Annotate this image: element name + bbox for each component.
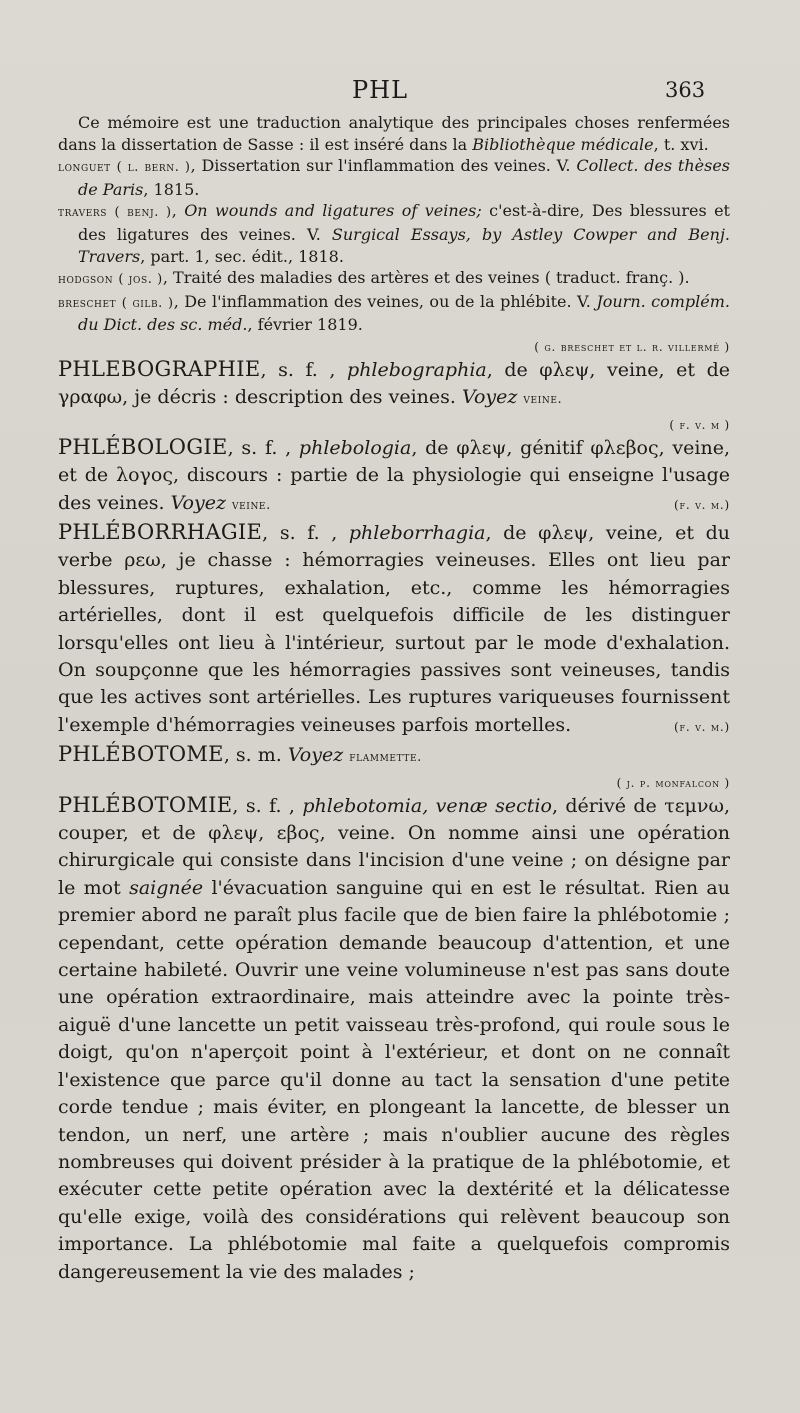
entry-signature: ( f. v. m ): [669, 417, 730, 432]
headword: PHLÉBORRHAGIE: [58, 519, 263, 544]
entry-signature: (f. v. m.): [674, 497, 730, 512]
bibliography: [58, 112, 730, 356]
headword: PHLÉBOTOMIE: [58, 792, 233, 817]
headword: PHLEBOGRAPHIE: [58, 356, 261, 381]
running-head-title: PHL: [352, 76, 409, 104]
bibliography-ref: longuet ( l. bern. ), Dissertation sur l'inflammation des veines. V. Collect. des thèses de Paris, 1815.: [58, 156, 731, 199]
entry-phlebotomie: PHLÉBOTOMIE, s. f. , phlebotomia, venæ sectio, dérivé de τεμνω, couper, et de φλεψ, εβος, veine. On nomme ainsi une opération chirurgicale qui consiste dans l'incision d'une veine ; on désigne par le mot saignée l'évacuation sanguine qui en est le résultat. Rien au premier abord ne paraît plus facile que de bien faire la phlébotomie ; cependant, cette opération demande beaucoup d'attention, et une certaine habileté. Ouvrir une veine volumineuse n'est pas sans doute une opération extraordinaire, mais atteindre avec la pointe très-aiguë d'une lancette un petit vaisseau très-profond, qui roule sous le doigt, qu'on n'aperçoit point à l'extérieur, et dont on ne connaît l'existence que parce qu'il donne au tact la sensation d'une petite corde tendue ; mais éviter, en plongeant la lancette, de blesser un tendon, un nerf, une artère ; mais n'oublier aucune des règles nombreuses qui doivent présider à la pratique de la phlébotomie, et exécuter cette petite opération avec la dextérité et la délicatesse qu'elle exige, voilà des considérations qui relèvent beaucoup son importance. La phlébotomie mal faite a quelquefois compromis dangereusement la vie des malades ;: [58, 792, 730, 1283]
entry-phlebographie: PHLEBOGRAPHIE, s. f. , phlebographia, de φλεψ, veine, et de γραφω, je décris : description des veines. Voyez veine.: [58, 356, 730, 409]
page-number: 363: [665, 78, 706, 102]
headword: PHLÉBOTOME: [58, 742, 224, 767]
headword: PHLÉBOLOGIE: [58, 434, 228, 459]
entry-phlebotome: PHLÉBOTOME, s. m. Voyez flammette.: [58, 742, 422, 767]
entry-phlebologie: PHLÉBOLOGIE, s. f. , phlebologia, de φλεψ, génitif φλεβος, veine, et de λογος, discours : partie de la physiologie qui enseigne l'usage des veines. Voyez veine. (f. v. m.): [58, 434, 730, 519]
bibliography-signature: ( g. breschet et l. r. villermé ): [534, 339, 730, 354]
bibliography-ref: travers ( benj. ), On wounds and ligatures of veines; c'est-à-dire, Des blessures et des ligatures des veines. V. Surgical Essays, by Astley Cowper and Benj. Travers, part. 1, sec. édit., 1818.: [58, 201, 730, 266]
running-head: [0, 76, 800, 106]
dictionary-entries: [58, 356, 730, 1286]
page-content: [58, 112, 730, 1286]
bibliography-ref: breschet ( gilb. ), De l'inflammation des veines, ou de la phlébite. V. Journ. complém. du Dict. des sc. méd., février 1819.: [58, 291, 731, 335]
entry-signature: (f. v. m.): [674, 719, 730, 734]
entry-signature: ( j. p. monfalcon ): [616, 775, 730, 790]
entry-phleborrhagie: PHLÉBORRHAGIE, s. f. , phleborrhagia, de φλεψ, veine, et du verbe ρεω, je chasse : hémorragies veineuses. Elles ont lieu par blessures, ruptures, exhalation, etc., comme les hémorragies artérielles, dont il est quelquefois difficile de les distinguer lorsqu'elles ont lieu à l'intérieur, surtout par le mode d'exhalation. On soupçonne que les hémorragies passives sont veineuses, tandis que les actives sont artérielles. Les ruptures variqueuses fournissent l'exemple d'hémorragies veineuses parfois mortelles. (f. v. m.): [58, 519, 730, 739]
bibliography-ref: hodgson ( jos. ), Traité des maladies des artères et des veines ( traduct. franç. ).: [58, 268, 690, 288]
bibliography-intro: Ce mémoire est une traduction analytique des principales choses renfermées dans la dissertation de Sasse : il est inséré dans la Bibliothèque médicale, t. xvi.: [58, 113, 730, 154]
